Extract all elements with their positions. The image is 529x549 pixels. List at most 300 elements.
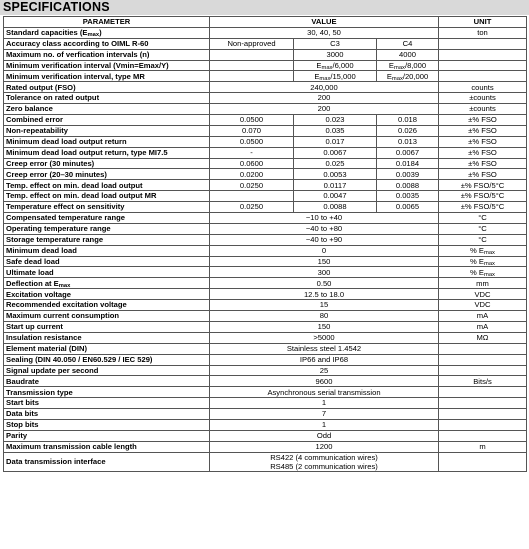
unit-cell: [439, 60, 527, 71]
unit-cell: [439, 180, 527, 191]
value-text: 80: [319, 311, 329, 321]
unit-cell: [439, 311, 527, 322]
value-text: 200: [317, 93, 331, 103]
value-text: 0.0088: [323, 202, 347, 212]
unit-cell: [439, 289, 527, 300]
value-text: 0.0184: [395, 158, 420, 168]
parameter-cell: [4, 452, 210, 472]
unit-text: mA: [476, 311, 489, 321]
unit-cell: [439, 115, 527, 126]
value-cell: [210, 82, 439, 93]
unit-text: ±% FSO: [468, 147, 497, 157]
unit-cell: [439, 38, 527, 49]
table-row: [4, 49, 527, 60]
subscript: max: [483, 260, 495, 267]
unit-text: % E: [470, 267, 484, 277]
parameter-text: Data transmission interface: [6, 457, 106, 467]
value-cell-v3: [377, 169, 439, 180]
value-text: 0.0250: [239, 202, 264, 212]
parameter-cell: [4, 321, 210, 332]
value-cell-v1: [210, 191, 294, 202]
unit-cell: [439, 223, 527, 234]
table-row: [4, 93, 527, 104]
table-row: [4, 158, 527, 169]
parameter-text: Non-repeatability: [6, 126, 69, 136]
table-row: [4, 169, 527, 180]
value-cell: [210, 387, 439, 398]
unit-text: mm: [476, 278, 489, 288]
parameter-text: Maximum transmission cable length: [6, 441, 137, 451]
unit-text: VDC: [474, 289, 491, 299]
value-cell: [210, 376, 439, 387]
parameter-text: Safe dead load: [6, 256, 60, 266]
table-row: [4, 387, 527, 398]
value-cell: [210, 321, 439, 332]
table-row: [4, 256, 527, 267]
unit-cell: [439, 365, 527, 376]
value-cell: [210, 93, 439, 104]
unit-cell: [439, 267, 527, 278]
parameter-text: Creep error (20–30 minutes): [6, 169, 107, 179]
parameter-cell: [4, 136, 210, 147]
unit-text: ±counts: [469, 93, 496, 103]
parameter-cell: [4, 213, 210, 224]
table-row: [4, 82, 527, 93]
unit-text: VDC: [474, 300, 491, 310]
parameter-text: Start up current: [6, 322, 63, 332]
table-row: [4, 38, 527, 49]
parameter-cell: [4, 71, 210, 82]
value-cell: [210, 343, 439, 354]
value-text: 0.0088: [395, 180, 420, 190]
value-text: 240,000: [310, 82, 338, 92]
table-row: [4, 71, 527, 82]
value-cell-v2: [294, 169, 377, 180]
unit-cell: [439, 158, 527, 169]
value-cell-v2: [294, 38, 377, 49]
table-row: [4, 223, 527, 234]
parameter-text: Zero balance: [6, 104, 53, 114]
value-cell-v3: [377, 38, 439, 49]
unit-cell: [439, 213, 527, 224]
parameter-cell: [4, 104, 210, 115]
value-cell: [210, 300, 439, 311]
value-cell-v1: [210, 202, 294, 213]
parameter-suffix: ): [99, 28, 102, 38]
parameter-text: Element material (DIN): [6, 343, 88, 353]
unit-text: °C: [478, 235, 487, 245]
value-text: E: [316, 60, 322, 70]
parameter-cell: [4, 365, 210, 376]
table-row: [4, 125, 527, 136]
value-cell-v1: [210, 158, 294, 169]
value-cell: [210, 223, 439, 234]
parameter-cell: [4, 202, 210, 213]
column-header-value: VALUE: [210, 17, 439, 28]
value-cell: [210, 452, 439, 472]
table-row: [4, 213, 527, 224]
parameter-cell: [4, 398, 210, 409]
value-text: Stainless steel 1.4542: [286, 343, 362, 353]
value-text: -: [250, 147, 253, 157]
value-cell: [210, 430, 439, 441]
parameter-cell: [4, 49, 210, 60]
column-header-unit: UNIT: [439, 17, 527, 28]
parameter-cell: [4, 38, 210, 49]
parameter-cell: [4, 289, 210, 300]
parameter-text: Minimum dead load: [6, 245, 77, 255]
header-row: [4, 17, 527, 28]
parameter-text: Signal update per second: [6, 365, 99, 375]
value-text: 0.0067: [323, 147, 347, 157]
parameter-cell: [4, 430, 210, 441]
unit-cell: [439, 191, 527, 202]
value-text: 0.0065: [395, 202, 420, 212]
value-cell: [210, 409, 439, 420]
value-cell-v3: [377, 180, 439, 191]
parameter-cell: [4, 60, 210, 71]
value-cell-v1: [210, 147, 294, 158]
value-cell: [210, 354, 439, 365]
parameter-text: Maximum current consumption: [6, 311, 120, 321]
parameter-text: Transmission type: [6, 387, 73, 397]
value-text: Asynchronous serial transmission: [267, 387, 381, 397]
table-row: [4, 278, 527, 289]
unit-text: ±% FSO: [468, 158, 497, 168]
parameter-cell: [4, 27, 210, 38]
value-cell-v1: [210, 60, 294, 71]
table-row: [4, 60, 527, 71]
value-cell-v3: [377, 115, 439, 126]
unit-text: ton: [477, 28, 488, 38]
unit-cell: [439, 419, 527, 430]
value-text: −10 to +40: [305, 213, 343, 223]
table-row: [4, 343, 527, 354]
unit-text: ±counts: [469, 104, 496, 114]
unit-cell: [439, 387, 527, 398]
value-cell-v1: [210, 71, 294, 82]
value-cell: [210, 267, 439, 278]
unit-cell: [439, 169, 527, 180]
unit-cell: [439, 278, 527, 289]
subscript: max: [394, 64, 405, 71]
parameter-cell: [4, 267, 210, 278]
value-text: 0.013: [397, 137, 417, 147]
table-row: [4, 441, 527, 452]
value-text: 12.5 to 18.0: [303, 289, 345, 299]
value-cell-v1: [210, 136, 294, 147]
parameter-text: Minimum dead load output return, type MI7.5: [6, 147, 168, 157]
parameter-cell: [4, 158, 210, 169]
value-cell: [210, 104, 439, 115]
table-row: [4, 234, 527, 245]
value-text: 25: [319, 365, 329, 375]
unit-text: °C: [478, 213, 487, 223]
parameter-cell: [4, 93, 210, 104]
parameter-cell: [4, 82, 210, 93]
unit-cell: [439, 452, 527, 472]
value-text: 150: [317, 256, 331, 266]
table-row: [4, 452, 527, 472]
value-cell-v2: [294, 191, 377, 202]
parameter-cell: [4, 278, 210, 289]
subscript: max: [391, 75, 403, 82]
parameter-text: Minimum dead load output return: [6, 137, 127, 147]
value-text: C3: [330, 39, 340, 49]
parameter-text: Compensated temperature range: [6, 213, 126, 223]
parameter-cell: [4, 354, 210, 365]
value-suffix: /6,000: [332, 60, 354, 70]
value-text: 0.0035: [395, 191, 420, 201]
value-text: −40 to +90: [305, 235, 343, 245]
unit-text: mA: [476, 322, 489, 332]
parameter-cell: [4, 245, 210, 256]
value-cell-v2: [294, 115, 377, 126]
parameter-text: Excitation voltage: [6, 289, 71, 299]
value-suffix: /8,000: [404, 60, 427, 70]
value-text: 1: [321, 398, 327, 408]
value-text: C4: [402, 39, 413, 49]
value-text: 0.0600: [239, 158, 264, 168]
table-body: [4, 27, 527, 472]
subscript: max: [87, 32, 100, 39]
value-text: E: [388, 60, 394, 70]
parameter-text: Ultimate load: [6, 267, 54, 277]
value-text: 4000: [399, 49, 416, 59]
parameter-cell: [4, 223, 210, 234]
value-cell: [210, 256, 439, 267]
value-cell-v2: [294, 49, 377, 60]
table-row: [4, 104, 527, 115]
parameter-text: Creep error (30 minutes): [6, 158, 95, 168]
value-text: 0.0500: [239, 137, 264, 147]
unit-cell: [439, 409, 527, 420]
value-text: 0.0047: [323, 191, 347, 201]
unit-cell: [439, 202, 527, 213]
table-row: [4, 354, 527, 365]
value-suffix: /15,000: [330, 71, 356, 81]
unit-text: ±% FSO: [468, 115, 497, 125]
value-text: Non-approved: [227, 39, 276, 49]
value-cell-v2: [294, 60, 377, 71]
parameter-cell: [4, 300, 210, 311]
value-cell-v2: [294, 71, 377, 82]
value-text: 0.0053: [323, 169, 347, 179]
value-cell-v2: [294, 180, 377, 191]
unit-cell: [439, 321, 527, 332]
parameter-cell: [4, 115, 210, 126]
value-text: 0.0117: [323, 180, 347, 190]
value-text: 1200: [315, 441, 333, 451]
value-cell-v1: [210, 180, 294, 191]
subscript: max: [321, 64, 333, 71]
parameter-text: Insulation resistance: [6, 333, 82, 343]
parameter-cell: [4, 147, 210, 158]
value-text: 0.035: [325, 126, 345, 136]
table-row: [4, 147, 527, 158]
value-text: 7: [321, 409, 327, 419]
value-text: E: [386, 71, 392, 81]
subscript: max: [319, 75, 331, 82]
table-row: [4, 409, 527, 420]
table-row: [4, 191, 527, 202]
value-cell: [210, 234, 439, 245]
value-cell-v1: [210, 49, 294, 60]
table-row: [4, 365, 527, 376]
parameter-text: Maximum no. of verfication intervals (n): [6, 49, 150, 59]
value-cell-v3: [377, 202, 439, 213]
value-text: 3000: [326, 49, 344, 59]
value-cell: [210, 332, 439, 343]
value-text: RS422 (4 communication wires): [270, 452, 378, 462]
parameter-text: Recommended excitation voltage: [6, 300, 127, 310]
parameter-text: Temperature effect on sensitivity: [6, 202, 125, 212]
parameter-cell: [4, 311, 210, 322]
table-row: [4, 202, 527, 213]
unit-cell: [439, 376, 527, 387]
value-text: 0.0500: [239, 115, 264, 125]
parameter-cell: [4, 191, 210, 202]
value-suffix: /20,000: [402, 71, 429, 81]
unit-cell: [439, 125, 527, 136]
value-text: 9600: [315, 376, 333, 386]
unit-cell: [439, 430, 527, 441]
parameter-cell: [4, 409, 210, 420]
parameter-text: Temp. effect on min. dead load output MR: [6, 191, 157, 201]
table-row: [4, 115, 527, 126]
parameter-cell: [4, 332, 210, 343]
table-row: [4, 300, 527, 311]
value-text: 0.0067: [395, 147, 420, 157]
unit-text: ±% FSO: [468, 137, 497, 147]
value-text: 0: [321, 245, 327, 255]
table-row: [4, 398, 527, 409]
unit-cell: [439, 82, 527, 93]
unit-cell: [439, 136, 527, 147]
value-cell-v1: [210, 115, 294, 126]
unit-cell: [439, 332, 527, 343]
unit-text: counts: [471, 82, 494, 92]
parameter-cell: [4, 387, 210, 398]
value-cell: [210, 27, 439, 38]
value-cell: [210, 398, 439, 409]
unit-cell: [439, 354, 527, 365]
page-title: SPECIFICATIONS: [3, 0, 110, 14]
value-cell: [210, 311, 439, 322]
table-row: [4, 332, 527, 343]
value-text: 0.50: [316, 278, 332, 288]
value-text: E: [314, 71, 320, 81]
column-header-parameter: PARAMETER: [4, 17, 210, 28]
value-cell-v3: [377, 125, 439, 136]
parameter-cell: [4, 180, 210, 191]
value-text: 0.0200: [239, 169, 264, 179]
unit-text: ±% FSO/5°C: [460, 180, 505, 190]
unit-text: Bits/s: [473, 376, 492, 386]
parameter-text: Baudrate: [6, 376, 39, 386]
value-text-line2: RS485 (2 communication wires): [270, 462, 378, 472]
value-text: 0.017: [325, 137, 345, 147]
table-row: [4, 136, 527, 147]
value-text: 0.026: [397, 126, 417, 136]
value-text: 300: [317, 267, 331, 277]
value-text: 15: [319, 300, 329, 310]
unit-text: ±% FSO: [468, 126, 497, 136]
parameter-text: Sealing (DIN 40.050 / EN60.529 / IEC 529): [6, 354, 153, 364]
table-row: [4, 376, 527, 387]
parameter-text: Combined error: [6, 115, 63, 125]
value-cell-v3: [377, 60, 439, 71]
value-cell: [210, 278, 439, 289]
specifications-table: [3, 16, 527, 472]
parameter-cell: [4, 125, 210, 136]
parameter-cell: [4, 256, 210, 267]
parameter-cell: [4, 376, 210, 387]
table-row: [4, 289, 527, 300]
unit-cell: [439, 93, 527, 104]
parameter-text: Tolerance on rated output: [6, 93, 100, 103]
unit-cell: [439, 234, 527, 245]
value-cell: [210, 289, 439, 300]
parameter-text: Start bits: [6, 398, 39, 408]
value-text: 0.023: [325, 115, 345, 125]
value-text: Odd: [316, 431, 332, 441]
value-cell: [210, 441, 439, 452]
unit-cell: [439, 104, 527, 115]
value-cell-v2: [294, 136, 377, 147]
parameter-cell: [4, 441, 210, 452]
unit-text: % E: [470, 245, 484, 255]
unit-cell: [439, 441, 527, 452]
unit-text: ±% FSO: [468, 169, 497, 179]
value-text: 150: [317, 322, 331, 332]
parameter-text: Data bits: [6, 409, 39, 419]
parameter-cell: [4, 169, 210, 180]
parameter-text: Parity: [6, 431, 28, 441]
value-cell-v3: [377, 49, 439, 60]
unit-text: MΩ: [476, 333, 489, 343]
value-text: 0.0039: [395, 169, 420, 179]
value-text: 200: [317, 104, 331, 114]
value-cell: [210, 419, 439, 430]
unit-cell: [439, 147, 527, 158]
value-cell-v2: [294, 125, 377, 136]
unit-text: m: [479, 441, 486, 451]
value-text: 30, 40, 50: [307, 28, 341, 38]
value-cell-v1: [210, 38, 294, 49]
value-cell-v2: [294, 202, 377, 213]
parameter-text: Minimum verification interval, type MR: [6, 71, 145, 81]
value-text: >5000: [313, 333, 335, 343]
unit-cell: [439, 49, 527, 60]
value-cell-v3: [377, 191, 439, 202]
value-text: 0.018: [397, 115, 417, 125]
subscript: max: [58, 282, 71, 289]
value-cell-v3: [377, 147, 439, 158]
value-cell-v1: [210, 125, 294, 136]
parameter-cell: [4, 419, 210, 430]
value-cell-v3: [377, 71, 439, 82]
parameter-cell: [4, 234, 210, 245]
value-text: 1: [321, 420, 327, 430]
value-text: −40 to +80: [305, 224, 343, 234]
parameter-text: Minimum verification interval (Vmin=Emax/Y): [6, 60, 169, 70]
value-cell: [210, 245, 439, 256]
value-text: 0.0250: [239, 180, 264, 190]
value-text: IP66 and IP68: [299, 354, 349, 364]
table-row: [4, 245, 527, 256]
unit-cell: [439, 71, 527, 82]
